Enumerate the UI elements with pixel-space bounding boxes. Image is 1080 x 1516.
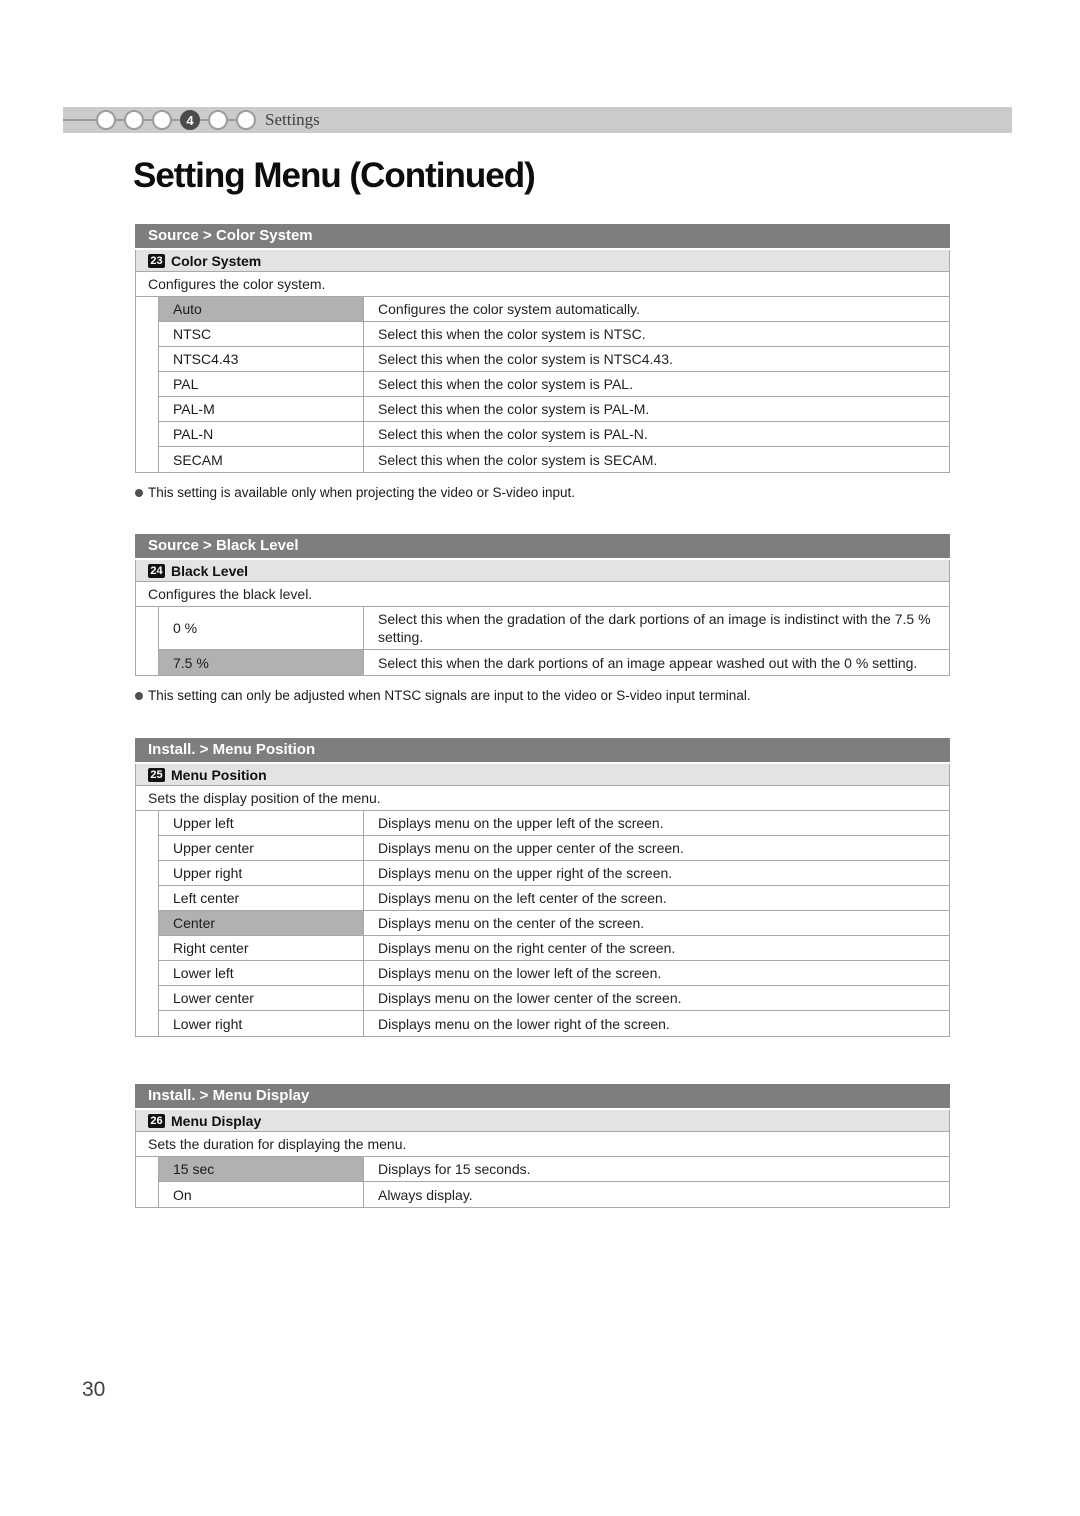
option-label: PAL (158, 372, 364, 396)
option-row (158, 447, 949, 472)
option-label: Lower right (158, 1011, 364, 1036)
section-note (135, 485, 950, 500)
setting-heading-row (136, 1110, 949, 1132)
step-circle (236, 110, 256, 130)
option-description: Displays menu on the upper right of the screen. (378, 865, 673, 881)
option-row (158, 1182, 949, 1207)
option-row (158, 886, 949, 911)
item-number-badge: 24 (148, 564, 165, 578)
section-table (135, 764, 950, 1037)
chapter-label: Settings (265, 110, 320, 129)
section-black-level (135, 534, 950, 703)
option-label: NTSC4.43 (158, 347, 364, 371)
page-number: 30 (82, 1378, 106, 1401)
option-label: PAL-N (158, 422, 364, 446)
step-circle (96, 110, 116, 130)
option-description: Displays menu on the lower left of the screen. (378, 965, 662, 981)
option-description: Displays for 15 seconds. (378, 1161, 531, 1177)
item-number-badge: 23 (148, 254, 165, 268)
section-breadcrumb: Install. > Menu Display (135, 1084, 950, 1108)
option-description: Select this when the color system is NTSC. (378, 326, 646, 342)
step-circle-active: 4 (180, 110, 200, 130)
options-table (158, 297, 949, 472)
setting-description: Sets the duration for displaying the menu. (136, 1132, 949, 1157)
option-row (158, 650, 949, 675)
option-description: Displays menu on the upper center of the screen. (378, 840, 684, 856)
setting-name: Black Level (171, 562, 249, 579)
option-row (158, 986, 949, 1011)
option-row (158, 297, 949, 322)
option-description: Select this when the dark portions of an image appear washed out with the 0 % setting. (378, 654, 918, 671)
option-description: Displays menu on the upper left of the screen. (378, 815, 664, 831)
setting-description: Configures the color system. (136, 272, 949, 297)
setting-name: Menu Position (171, 766, 267, 783)
step-circle (208, 110, 228, 130)
option-row (158, 1157, 949, 1182)
option-label: Upper center (158, 836, 364, 860)
option-description: Select this when the color system is PAL-N. (378, 426, 648, 442)
option-label: On (158, 1182, 364, 1207)
option-label: 15 sec (158, 1157, 364, 1181)
note-text: This setting can only be adjusted when NTSC signals are input to the video or S-video input terminal. (148, 688, 751, 703)
chapter-step-bar (63, 107, 1012, 133)
option-row (158, 1011, 949, 1036)
option-description: Displays menu on the lower right of the screen. (378, 1015, 670, 1032)
options-table (158, 607, 949, 675)
option-row (158, 961, 949, 986)
section-note (135, 688, 950, 703)
setting-description: Configures the black level. (136, 582, 949, 607)
section-color-system (135, 224, 950, 500)
option-label: PAL-M (158, 397, 364, 421)
option-label: NTSC (158, 322, 364, 346)
options-table (158, 811, 949, 1036)
option-label: Lower left (158, 961, 364, 985)
section-table (135, 560, 950, 676)
option-label: Upper right (158, 861, 364, 885)
setting-heading-row (136, 250, 949, 272)
section-breadcrumb: Source > Color System (135, 224, 950, 248)
option-label: 7.5 % (158, 650, 364, 675)
option-row (158, 836, 949, 861)
option-description: Displays menu on the right center of the screen. (378, 940, 676, 956)
option-row (158, 811, 949, 836)
option-label: Auto (158, 297, 364, 321)
option-description: Select this when the gradation of the dark portions of an image is indistinct with the 7.5 % setting. (378, 611, 931, 645)
section-menu-position (135, 738, 950, 1037)
setting-heading-row (136, 560, 949, 582)
option-row (158, 607, 949, 650)
option-label: 0 % (158, 607, 364, 649)
options-table (158, 1157, 949, 1207)
bullet-icon (135, 489, 143, 497)
step-circles (96, 110, 256, 130)
setting-name: Color System (171, 252, 262, 269)
step-circle (124, 110, 144, 130)
section-table (135, 1110, 950, 1208)
option-label: Upper left (158, 811, 364, 835)
option-description: Displays menu on the center of the screen. (378, 915, 645, 931)
option-description: Select this when the color system is SECAM. (378, 451, 658, 468)
option-label: Lower center (158, 986, 364, 1010)
option-description: Always display. (378, 1186, 473, 1203)
section-breadcrumb: Install. > Menu Position (135, 738, 950, 762)
option-description: Configures the color system automatically. (378, 301, 640, 317)
option-row (158, 936, 949, 961)
option-label: Left center (158, 886, 364, 910)
section-table (135, 250, 950, 473)
option-label: Center (158, 911, 364, 935)
option-row (158, 397, 949, 422)
option-description: Select this when the color system is PAL. (378, 376, 633, 392)
option-label: SECAM (158, 447, 364, 472)
option-row (158, 322, 949, 347)
section-breadcrumb: Source > Black Level (135, 534, 950, 558)
option-row (158, 422, 949, 447)
section-menu-display (135, 1084, 950, 1208)
option-description: Displays menu on the lower center of the screen. (378, 990, 682, 1006)
option-description: Displays menu on the left center of the screen. (378, 890, 667, 906)
item-number-badge: 26 (148, 1114, 165, 1128)
setting-name: Menu Display (171, 1112, 262, 1129)
option-label: Right center (158, 936, 364, 960)
page-title: Setting Menu (Continued) (133, 156, 535, 195)
item-number-badge: 25 (148, 768, 165, 782)
option-row (158, 372, 949, 397)
option-description: Select this when the color system is PAL-M. (378, 401, 650, 417)
option-row (158, 861, 949, 886)
option-row (158, 347, 949, 372)
option-description: Select this when the color system is NTSC4.43. (378, 351, 673, 367)
option-row (158, 911, 949, 936)
step-circle (152, 110, 172, 130)
note-text: This setting is available only when projecting the video or S-video input. (148, 485, 575, 500)
bullet-icon (135, 692, 143, 700)
setting-description: Sets the display position of the menu. (136, 786, 949, 811)
setting-heading-row (136, 764, 949, 786)
